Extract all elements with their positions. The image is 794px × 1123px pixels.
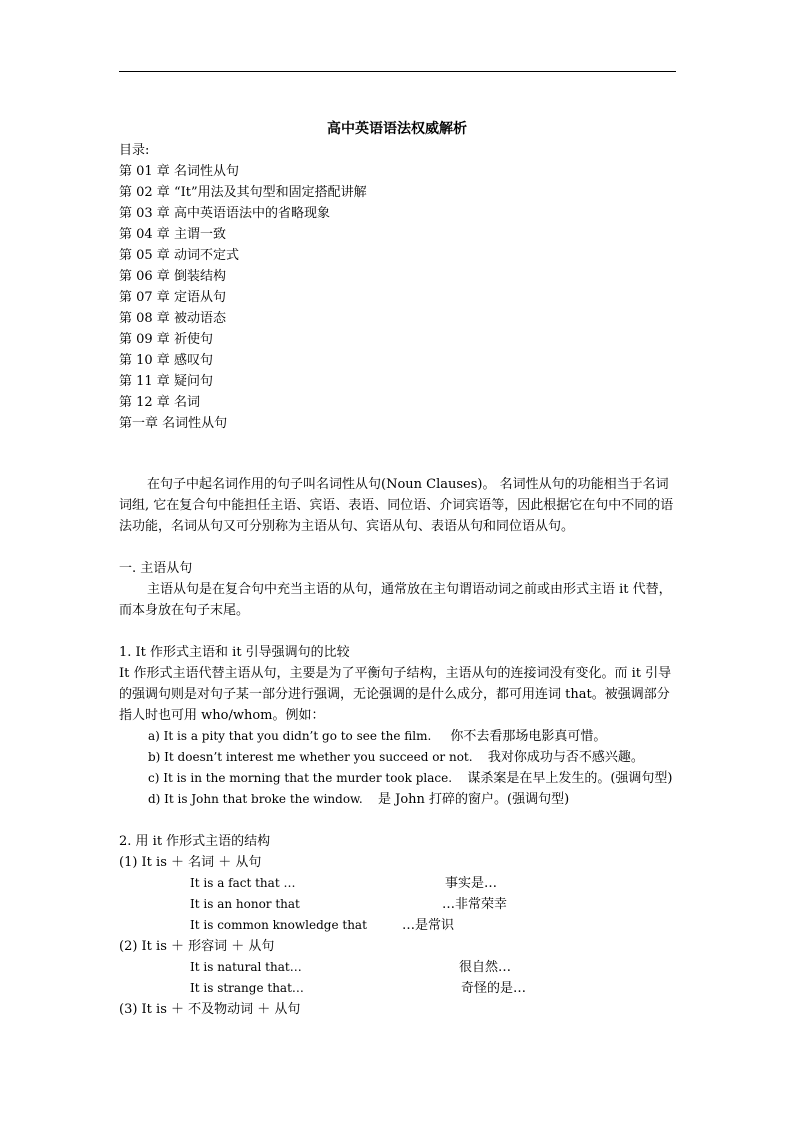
pattern-meaning: 奇怪的是… [461, 981, 527, 996]
pattern-english: It is natural that… [190, 960, 302, 974]
pattern-group-label: (1) It is ＋ 名词 ＋ 从句 [119, 855, 262, 870]
example-english: a) It is a pity that you didn’t go to see the film. [148, 729, 432, 743]
pattern-meaning: …非常荣幸 [442, 897, 508, 912]
toc-item: 第 05 章 动词不定式 [119, 248, 239, 263]
example-english: d) It is John that broke the window. [148, 792, 363, 806]
toc-item: 第 12 章 名词 [119, 395, 200, 410]
toc-item: 第 08 章 被动语态 [119, 311, 226, 326]
pattern-row [119, 978, 679, 999]
header-rule [119, 71, 676, 72]
pattern-row [119, 894, 679, 915]
subsection-heading: 2. 用 it 作形式主语的结构 [119, 834, 271, 849]
pattern-english: It is an honor that [190, 897, 300, 911]
section-heading: 一. 主语从句 [119, 561, 193, 576]
pattern-row [119, 957, 679, 978]
pattern-meaning: 事实是… [445, 876, 498, 891]
example-english: b) It doesn’t interest me whether you succeed or not. [148, 750, 473, 764]
toc-item: 第 04 章 主谓一致 [119, 227, 226, 242]
pattern-english: It is a fact that … [190, 876, 296, 890]
toc-item: 第 02 章 “It”用法及其句型和固定搭配讲解 [119, 185, 367, 200]
example-translation: 我对你成功与否不感兴趣。 [487, 750, 644, 765]
document-title: 高中英语语法权威解析 [327, 121, 467, 137]
toc-item: 第 03 章 高中英语语法中的省略现象 [119, 206, 330, 221]
example-sentence [119, 747, 679, 768]
example-english: c) It is in the morning that the murder took place. [148, 771, 453, 785]
example-sentence [119, 726, 679, 747]
example-translation: 谋杀案是在早上发生的。(强调句型) [467, 771, 673, 786]
toc-item: 第 06 章 倒装结构 [119, 269, 226, 284]
pattern-meaning: 很自然… [459, 960, 512, 975]
pattern-meaning: …是常识 [402, 918, 455, 933]
pattern-group-label: (2) It is ＋ 形容词 ＋ 从句 [119, 939, 275, 954]
section-paragraph: 主语从句是在复合句中充当主语的从句，通常放在主句谓语动词之前或由形式主语 it 代替，而本身放在句子末尾。 [119, 582, 672, 618]
pattern-row [119, 915, 679, 936]
example-sentence [119, 768, 679, 789]
toc-label: 目录: [119, 143, 150, 158]
toc-item: 第 10 章 感叹句 [119, 353, 213, 368]
pattern-group-label: (3) It is ＋ 不及物动词 ＋ 从句 [119, 1002, 301, 1017]
subsection-heading: 1. It 作形式主语和 it 引导强调句的比较 [119, 645, 350, 660]
example-translation: 是 John 打碎的窗户。(强调句型) [377, 792, 570, 807]
pattern-row [119, 873, 679, 894]
example-translation: 你不去看那场电影真可惜。 [450, 729, 607, 744]
subsection-paragraph: It 作形式主语代替主语从句，主要是为了平衡句子结构，主语从句的连接词没有变化。而 it 引导的强调句则是对句子某一部分进行强调，无论强调的是什么成分，都可用连词 that。被强调部分指人时也可用 who/whom。例如： [119, 666, 672, 723]
pattern-english: It is strange that… [190, 981, 304, 995]
toc-item: 第 07 章 定语从句 [119, 290, 226, 305]
toc-item: 第 09 章 祈使句 [119, 332, 213, 347]
toc-item: 第 01 章 名词性从句 [119, 164, 239, 179]
example-sentence [119, 789, 679, 810]
table-of-contents [119, 161, 679, 413]
intro-paragraph: 在句子中起名词作用的句子叫名词性从句(Noun Clauses)。 名词性从句的功能相当于名词词组, 它在复合句中能担任主语、宾语、表语、同位语、介词宾语等，因此根据它在句中不同的语法功能，名词从句又可分别称为主语从句、宾语从句、表语从句和同位语从句。 [119, 477, 674, 534]
chapter-heading: 第一章 名词性从句 [119, 416, 228, 431]
toc-item: 第 11 章 疑问句 [119, 374, 213, 389]
document-body [119, 118, 679, 1020]
pattern-english: It is common knowledge that [190, 918, 367, 932]
